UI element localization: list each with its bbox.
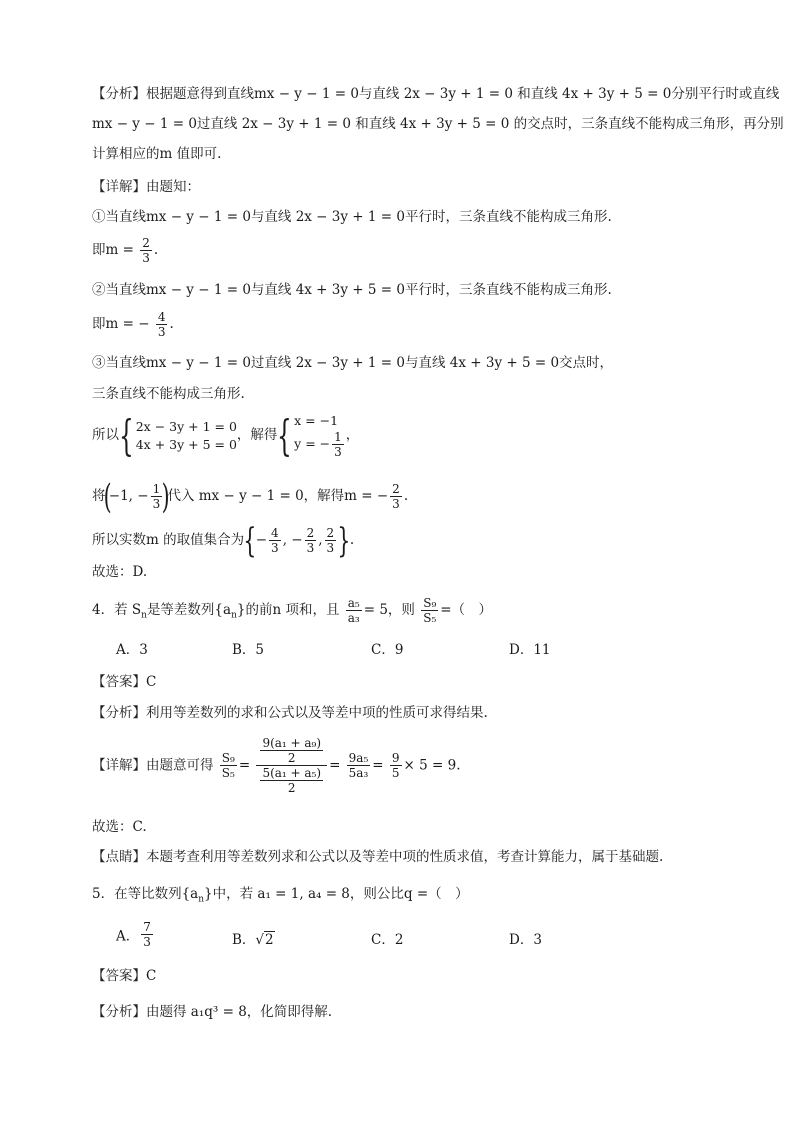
q4-option-a: A．3	[116, 642, 148, 658]
case-3-b	[92, 384, 245, 404]
q4-option-d: D．11	[509, 642, 551, 658]
case-2	[92, 280, 612, 300]
numerator: S₉	[221, 751, 235, 765]
denominator: S₅	[221, 766, 235, 780]
fraction	[220, 751, 237, 780]
denominator: 3	[392, 497, 400, 511]
equals: =	[372, 757, 384, 774]
fraction	[140, 236, 152, 265]
question-4: 4．若 $S_n$是等差数列$\{a_n\}$的前n 项和，且 $\frac{\text{a₅}}{\text{a₃}}$ = 5，则 $\frac{\text{S₉}}{\text{S₅}}$ =（ ）	[92, 596, 493, 625]
analysis-4	[92, 703, 488, 723]
q4-option-c: C．9	[371, 642, 404, 658]
detail-heading	[92, 177, 200, 197]
denominator: 3	[157, 325, 166, 339]
answer-4	[92, 672, 156, 692]
detail-text: 由题知：	[146, 179, 200, 195]
paren-left: (	[103, 476, 112, 517]
option-label: B．	[232, 932, 256, 948]
solution-x: x = −1	[294, 413, 339, 428]
denominator: 3	[306, 541, 315, 555]
q4-stem2: 是等差数列{a	[146, 602, 232, 618]
punct: .	[349, 532, 355, 548]
numerator: 4	[157, 310, 166, 324]
answer-tag: 【答案】	[92, 674, 146, 690]
q5-option-c: C．2	[371, 932, 404, 948]
q5-option-b	[232, 928, 275, 948]
denominator: a₃	[347, 611, 360, 625]
numerator: S₉	[423, 596, 437, 610]
answer-4-text: 故选：C.	[92, 819, 147, 835]
case-1-result-pre: 即m =	[92, 242, 134, 258]
system-mid: ，解得	[236, 427, 278, 443]
denominator: 5a₃	[348, 766, 369, 780]
denominator: 3	[142, 251, 150, 265]
fraction	[325, 526, 337, 555]
case-2-result-pre: 即m = −	[92, 316, 150, 332]
comment-4	[92, 847, 663, 867]
fraction	[421, 596, 438, 625]
set-sep: ,	[318, 532, 323, 548]
sqrt-icon: √	[255, 932, 265, 948]
denominator: S₅	[423, 611, 437, 625]
denominator: 3	[334, 445, 342, 459]
detail-4	[92, 736, 461, 795]
brace-left: {	[243, 520, 257, 561]
numerator: 1	[152, 482, 161, 496]
analysis-text: 由题得 a₁q³ = 8，化简即得解.	[146, 1004, 333, 1020]
numerator: 2	[326, 526, 335, 540]
fraction	[260, 766, 323, 795]
numerator: 2	[392, 482, 400, 496]
solution-y-pre: y = −	[294, 436, 331, 451]
denominator: 5	[391, 766, 400, 780]
analysis-5	[92, 1002, 332, 1022]
numerator: 5(a₁ + a₅)	[262, 766, 322, 780]
analysis-text-2: mx − y − 1 = 0过直线 2x − 3y + 1 = 0 和直线 4x + 3y + 5 = 0 的交点时，三条直线不能构成三角形，再分别	[92, 116, 784, 132]
denominator: 3	[326, 541, 335, 555]
left-brace: {	[119, 410, 134, 460]
case-3-b-text: 三条直线不能构成三角形.	[92, 386, 245, 402]
answer-3	[92, 562, 147, 582]
answer-3-text: 故选：D.	[92, 564, 148, 580]
q4-eq1: = 5，则	[363, 602, 415, 618]
case-1-result	[92, 236, 158, 265]
numerator: 9	[391, 751, 400, 765]
numerator: 9a₅	[348, 751, 369, 765]
substitute-line	[92, 476, 409, 517]
option-label: A．	[116, 928, 140, 945]
paren-right: )	[161, 476, 170, 517]
fraction	[332, 430, 344, 459]
analysis-text: 利用等差数列的求和公式以及等差中项的性质可求得结果.	[146, 705, 488, 721]
fraction	[347, 751, 371, 780]
fraction	[156, 310, 168, 339]
answer-4-choice	[92, 817, 147, 837]
analysis-text-1: 根据题意得到直线mx − y − 1 = 0与直线 2x − 3y + 1 = 0 和直线 4x + 3y + 5 = 0分别平行时或直线	[146, 86, 780, 102]
fraction	[151, 482, 163, 511]
system-line	[92, 412, 359, 459]
numerator: 4	[271, 526, 279, 540]
fraction	[390, 751, 402, 780]
numerator: 2	[306, 526, 315, 540]
set-line	[92, 520, 355, 561]
answer-tag: 【答案】	[92, 968, 146, 984]
numerator: 9(a₁ + a₉)	[262, 736, 322, 750]
equation-2: 4x + 3y + 5 = 0	[135, 436, 237, 452]
equals: =	[329, 757, 341, 774]
fraction	[390, 482, 402, 511]
numerator: 7	[143, 920, 151, 934]
case-3	[92, 353, 613, 373]
system-equations	[136, 418, 237, 454]
q4-stem: 4．若 S	[92, 602, 142, 618]
point: −1, −	[108, 488, 149, 504]
q4-stem3: }的前n 项和，且	[236, 602, 340, 618]
fraction	[305, 526, 317, 555]
set-pre: 所以实数m 的取值集合为	[92, 532, 245, 548]
brace-right: }	[337, 520, 351, 561]
analysis-line-1	[92, 84, 779, 104]
comment-text: 本题考查利用等差数列求和公式以及等差中项的性质求值，考查计算能力，属于基础题.	[146, 849, 664, 865]
case-1-text: ①当直线mx − y − 1 = 0与直线 2x − 3y + 1 = 0平行时，三条直线不能构成三角形.	[92, 209, 612, 225]
substitute-pre: 将	[92, 488, 106, 504]
fraction	[141, 920, 153, 949]
fraction	[260, 736, 323, 765]
sqrt-value: 2	[265, 932, 274, 948]
answer-text: C	[146, 968, 157, 984]
analysis-tag: 【分析】	[92, 705, 146, 721]
detail-text: 由题意可得	[146, 757, 214, 774]
case-2-text: ②当直线mx − y − 1 = 0与直线 4x + 3y + 5 = 0平行时，三条直线不能构成三角形.	[92, 282, 612, 298]
question-5: 5．在等比数列$\{a_n\}$中，若 a₁ = 1, a₄ = 8，则公比q =（ ）	[92, 886, 469, 905]
denominator: 2	[287, 781, 296, 795]
compound-fraction	[256, 736, 327, 795]
comment-tag: 【点睛】	[92, 849, 146, 865]
punct: .	[153, 242, 159, 258]
equation-1: 2x − 3y + 1 = 0	[135, 418, 237, 434]
system-pre: 所以	[92, 427, 119, 443]
punct: ，	[345, 427, 360, 443]
left-brace: {	[277, 410, 293, 460]
answer-5	[92, 966, 156, 986]
q4-eq2: =（ ）	[440, 602, 493, 618]
analysis-line-2	[92, 114, 784, 134]
detail-tag: 【详解】	[92, 179, 146, 195]
case-3-text: ③当直线mx − y − 1 = 0过直线 2x − 3y + 1 = 0与直线 4x + 3y + 5 = 0交点时，	[92, 355, 614, 371]
denominator: 3	[152, 497, 161, 511]
analysis-tag: 【分析】	[92, 86, 146, 102]
detail-tag: 【详解】	[92, 757, 146, 774]
fraction	[346, 596, 362, 625]
equals: =	[238, 757, 251, 774]
denominator: 3	[271, 541, 279, 555]
case-1	[92, 207, 612, 227]
analysis-tag: 【分析】	[92, 1004, 146, 1020]
q4-option-b: B．5	[232, 642, 265, 658]
q5-stem2: }中，若 a₁ = 1, a₄ = 8，则公比q =（ ）	[204, 886, 469, 902]
solution-y	[294, 430, 346, 459]
numerator: 2	[142, 236, 150, 250]
denominator: 3	[143, 935, 151, 949]
numerator: 1	[334, 430, 342, 444]
punct: .	[169, 316, 174, 332]
numerator: a₅	[347, 596, 360, 610]
case-2-result	[92, 310, 174, 339]
set-sep: , −	[282, 532, 303, 548]
q5-option-d: D．3	[509, 932, 542, 948]
denominator: 2	[287, 751, 296, 765]
answer-text: C	[146, 674, 157, 690]
compound-numerator	[256, 736, 327, 766]
compound-denominator	[256, 766, 327, 795]
q5-option-a	[116, 920, 155, 949]
solution	[294, 412, 346, 459]
set-sign: −	[255, 532, 268, 548]
fraction	[269, 526, 281, 555]
q5-stem: 5．在等比数列{a	[92, 886, 199, 902]
analysis-line-3	[92, 144, 221, 164]
detail-tail: × 5 = 9.	[403, 757, 461, 774]
punct: .	[403, 488, 409, 504]
analysis-text-3: 计算相应的m 值即可.	[92, 146, 222, 162]
substitute-mid: 代入 mx − y − 1 = 0，解得m = −	[167, 488, 389, 504]
